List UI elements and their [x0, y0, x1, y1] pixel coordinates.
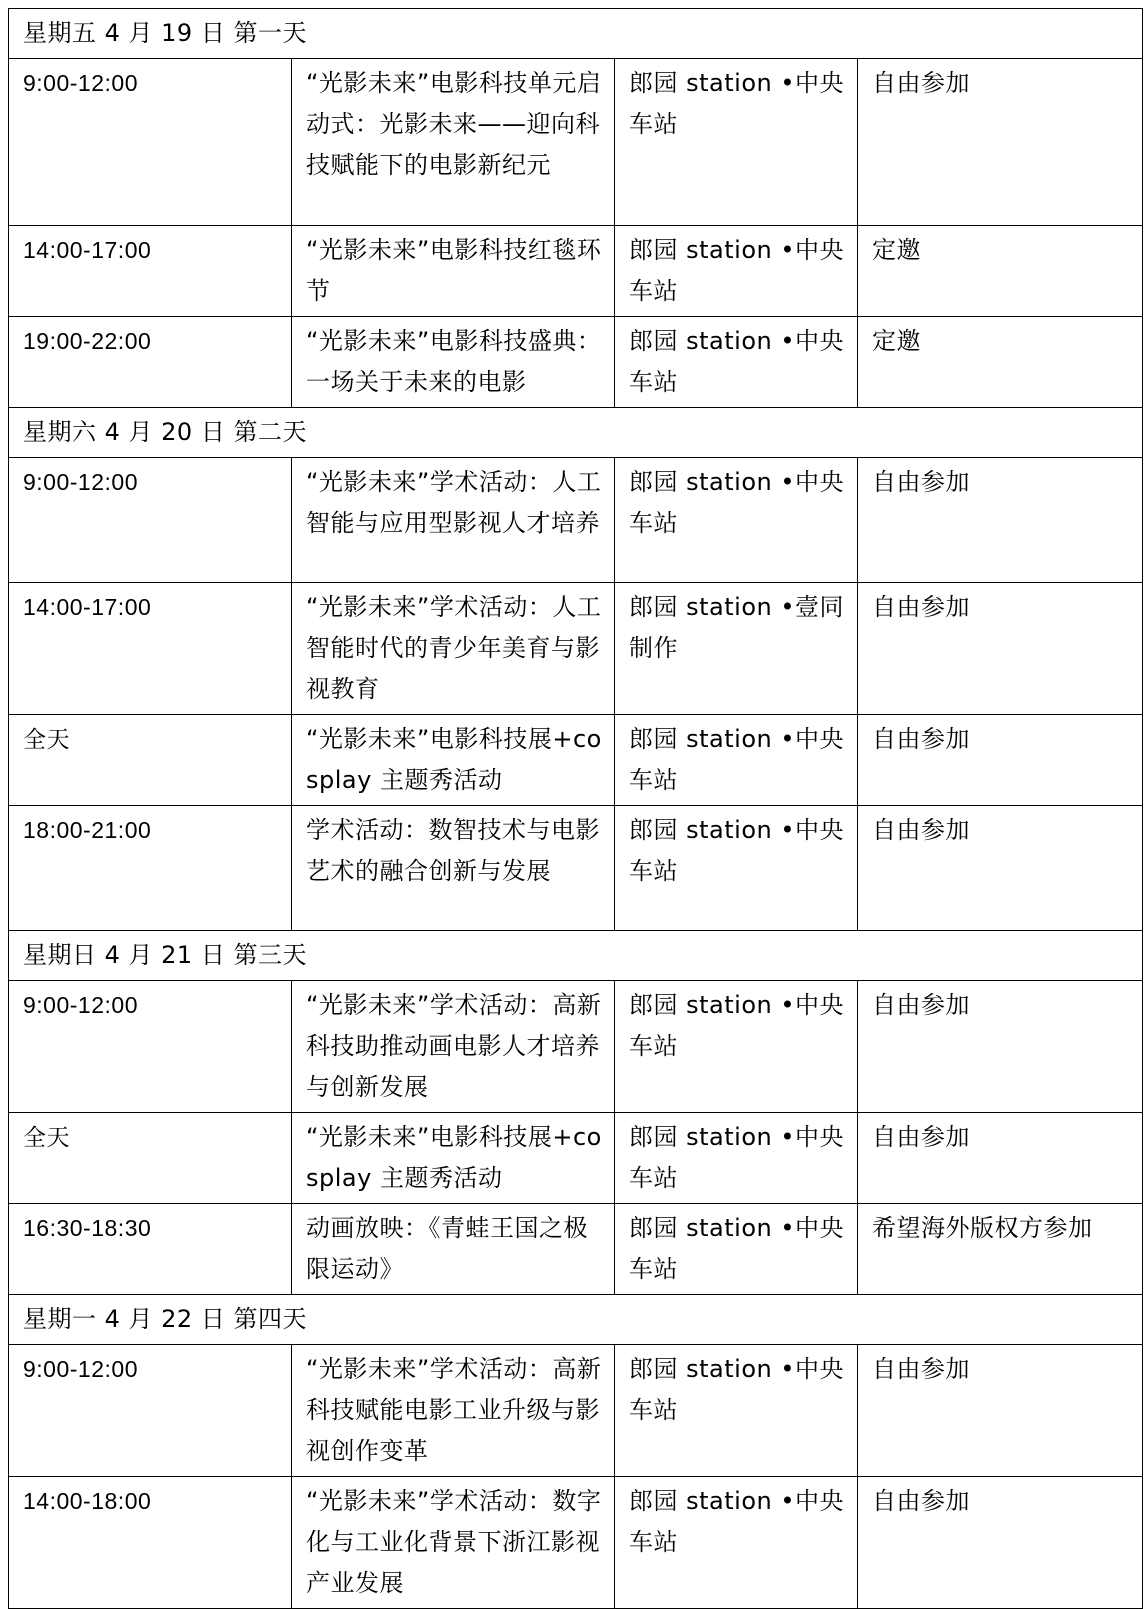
event-venue: 郎园 station •中央车站 [615, 715, 858, 806]
event-title: “光影未来”电影科技展+cosplay 主题秀活动 [292, 715, 615, 806]
event-time: 14:00-17:00 [9, 226, 292, 317]
event-venue: 郎园 station •中央车站 [615, 1345, 858, 1477]
event-time: 16:30-18:30 [9, 1204, 292, 1295]
event-title: “光影未来”电影科技盛典：一场关于未来的电影 [292, 317, 615, 408]
event-time: 9:00-12:00 [9, 458, 292, 583]
event-title: 学术活动：数智技术与电影艺术的融合创新与发展 [292, 806, 615, 931]
event-time: 全天 [9, 715, 292, 806]
table-row [9, 715, 1143, 806]
table-row [9, 1204, 1143, 1295]
event-time: 9:00-12:00 [9, 981, 292, 1113]
table-row [9, 458, 1143, 583]
event-time: 14:00-17:00 [9, 583, 292, 715]
event-title: 动画放映：《青蛙王国之极限运动》 [292, 1204, 615, 1295]
event-note: 自由参加 [858, 715, 1143, 806]
day-header-row [9, 931, 1143, 981]
event-time: 14:00-18:00 [9, 1477, 292, 1609]
table-row [9, 317, 1143, 408]
table-row [9, 1477, 1143, 1609]
day-header: 星期六 4 月 20 日 第二天 [9, 408, 1143, 458]
event-venue: 郎园 station •中央车站 [615, 1113, 858, 1204]
event-title: “光影未来”电影科技单元启动式：光影未来——迎向科技赋能下的电影新纪元 [292, 59, 615, 226]
event-note: 自由参加 [858, 981, 1143, 1113]
event-title: “光影未来”学术活动：高新科技赋能电影工业升级与影视创作变革 [292, 1345, 615, 1477]
event-note: 自由参加 [858, 458, 1143, 583]
event-venue: 郎园 station •壹同制作 [615, 583, 858, 715]
event-title: “光影未来”电影科技展+cosplay 主题秀活动 [292, 1113, 615, 1204]
event-note: 自由参加 [858, 1345, 1143, 1477]
event-venue: 郎园 station •中央车站 [615, 1477, 858, 1609]
table-row [9, 806, 1143, 931]
table-row [9, 59, 1143, 226]
event-title: “光影未来”电影科技红毯环节 [292, 226, 615, 317]
event-venue: 郎园 station •中央车站 [615, 981, 858, 1113]
event-venue: 郎园 station •中央车站 [615, 317, 858, 408]
event-note: 自由参加 [858, 1477, 1143, 1609]
event-note: 自由参加 [858, 59, 1143, 226]
day-header: 星期日 4 月 21 日 第三天 [9, 931, 1143, 981]
table-row [9, 226, 1143, 317]
event-note: 自由参加 [858, 806, 1143, 931]
event-time: 9:00-12:00 [9, 59, 292, 226]
day-header: 星期五 4 月 19 日 第一天 [9, 9, 1143, 59]
event-title: “光影未来”学术活动：高新科技助推动画电影人才培养与创新发展 [292, 981, 615, 1113]
event-note: 自由参加 [858, 583, 1143, 715]
day-header-row [9, 408, 1143, 458]
event-venue: 郎园 station •中央车站 [615, 1204, 858, 1295]
event-title: “光影未来”学术活动：人工智能时代的青少年美育与影视教育 [292, 583, 615, 715]
event-note: 定邀 [858, 226, 1143, 317]
day-header-row [9, 9, 1143, 59]
event-time: 全天 [9, 1113, 292, 1204]
event-note: 希望海外版权方参加 [858, 1204, 1143, 1295]
schedule-table [8, 8, 1143, 1609]
event-title: “光影未来”学术活动：数字化与工业化背景下浙江影视产业发展 [292, 1477, 615, 1609]
day-header: 星期一 4 月 22 日 第四天 [9, 1295, 1143, 1345]
event-venue: 郎园 station •中央车站 [615, 226, 858, 317]
event-venue: 郎园 station •中央车站 [615, 59, 858, 226]
event-title: “光影未来”学术活动：人工智能与应用型影视人才培养 [292, 458, 615, 583]
schedule-body [9, 9, 1143, 1609]
event-time: 18:00-21:00 [9, 806, 292, 931]
table-row [9, 583, 1143, 715]
day-header-row [9, 1295, 1143, 1345]
event-venue: 郎园 station •中央车站 [615, 806, 858, 931]
table-row [9, 981, 1143, 1113]
event-time: 9:00-12:00 [9, 1345, 292, 1477]
table-row [9, 1113, 1143, 1204]
event-note: 定邀 [858, 317, 1143, 408]
event-venue: 郎园 station •中央车站 [615, 458, 858, 583]
event-time: 19:00-22:00 [9, 317, 292, 408]
event-note: 自由参加 [858, 1113, 1143, 1204]
table-row [9, 1345, 1143, 1477]
